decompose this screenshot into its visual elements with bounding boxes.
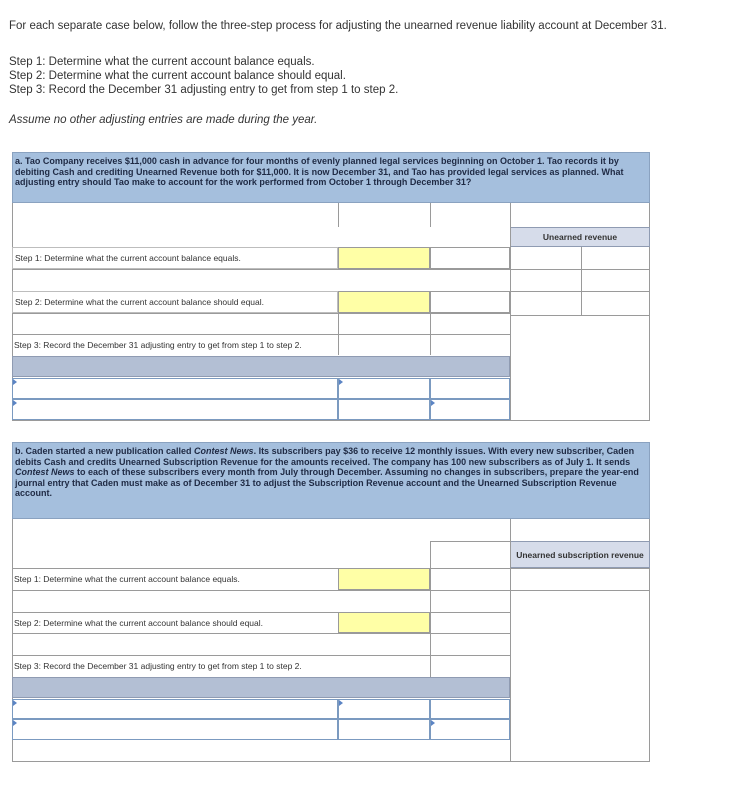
case-b-step2-label: Step 2: Determine what the current account balance should equal.: [14, 617, 264, 628]
instruction-step-2: Step 2: Determine what the current account balance should equal.: [9, 70, 346, 82]
case-b-journal-account-2[interactable]: [12, 719, 338, 740]
case-b-row2-credit-marker-icon: [431, 720, 435, 726]
case-b-journal-header: [12, 677, 510, 698]
case-b-journal-account-1[interactable]: [12, 699, 338, 719]
case-a-description: a. Tao Company receives $11,000 cash in advance for four months of evenly planned legal services beginning on October 1. Tao records it by debiting Cash and crediting Unearned Revenue both for $11,000. It is now December 31, and Tao has provided legal services as planned. What adjusting entry should Tao make to account for the work performed from October 1 through December 31?: [12, 152, 650, 203]
assumption-note: Assume no other adjusting entries are made during the year.: [9, 114, 318, 126]
case-b-journal-debit-2[interactable]: [338, 719, 430, 740]
case-b-desc-part3: to each of these subscribers every month from July through December. Assuming no changes in subscribers, prepare the year-end journal entry that Caden must make as of December 31 to adjust the Subscription Revenue account and the Unearned Subscription Revenue account.: [15, 467, 639, 498]
case-b-journal-credit-1[interactable]: [430, 699, 510, 719]
case-a-step3-label: Step 3: Record the December 31 adjusting entry to get from step 1 to step 2.: [14, 340, 302, 350]
instructions-steps: [9, 55, 398, 97]
case-a-journal-debit-2[interactable]: [338, 399, 430, 420]
case-a-column-header: Unearned revenue: [510, 227, 650, 247]
case-b-journal-credit-2[interactable]: [430, 719, 510, 740]
case-a-step1-input[interactable]: [338, 247, 430, 269]
instruction-step-3: Step 3: Record the December 31 adjusting entry to get from step 1 to step 2.: [9, 84, 399, 96]
case-a-row1-marker-icon: [13, 379, 17, 385]
case-a-row1-debit-marker-icon: [339, 379, 343, 385]
case-b-description: [12, 442, 650, 519]
case-a-row2-marker-icon: [13, 400, 17, 406]
case-b-step3-label: Step 3: Record the December 31 adjusting entry to get from step 1 to step 2.: [14, 660, 302, 671]
case-a-row2-credit-marker-icon: [431, 400, 435, 406]
case-a-journal-account-2[interactable]: [12, 399, 338, 420]
case-a-journal-credit-1[interactable]: [430, 378, 510, 399]
case-a-step2-input[interactable]: [338, 291, 430, 313]
case-a-journal-header: [12, 356, 510, 377]
case-a-step2-label: Step 2: Determine what the current account balance should equal.: [12, 291, 338, 313]
case-b-step1-label: Step 1: Determine what the current account balance equals.: [14, 574, 240, 584]
case-b-row2-marker-icon: [13, 720, 17, 726]
case-b-row1-marker-icon: [13, 700, 17, 706]
case-a-journal-credit-2[interactable]: [430, 399, 510, 420]
case-a-step2-cell: [430, 291, 510, 313]
instructions-intro: For each separate case below, follow the three-step process for adjusting the unearned revenue liability account at December 31.: [9, 20, 667, 32]
case-b-desc-part1: b. Caden started a new publication called: [15, 446, 195, 456]
case-a-step1-label: Step 1: Determine what the current account balance equals.: [12, 247, 338, 269]
case-b-desc-italic2: Contest News: [15, 467, 75, 477]
case-b-row1-debit-marker-icon: [339, 700, 343, 706]
case-b-desc-italic1: Contest News: [194, 446, 254, 456]
case-a-journal-account-1[interactable]: [12, 378, 338, 399]
case-b-journal-debit-1[interactable]: [338, 699, 430, 719]
case-a-journal-debit-1[interactable]: [338, 378, 430, 399]
case-b-step1-input[interactable]: [338, 568, 430, 590]
case-b-desc-part2: . Its subscribers pay $36 to receive 12 monthly issues. With every new subscriber, Caden debits Cash and credits Unearned Subscription Revenue for the amounts received. The company has 100 new subscribers as of July 1. It sends: [15, 446, 635, 467]
case-b-column-header: Unearned subscription revenue: [510, 541, 650, 568]
case-b-step2-input[interactable]: [338, 612, 430, 633]
instruction-step-1: Step 1: Determine what the current account balance equals.: [9, 56, 315, 68]
case-a-step1-cell: [430, 247, 510, 269]
